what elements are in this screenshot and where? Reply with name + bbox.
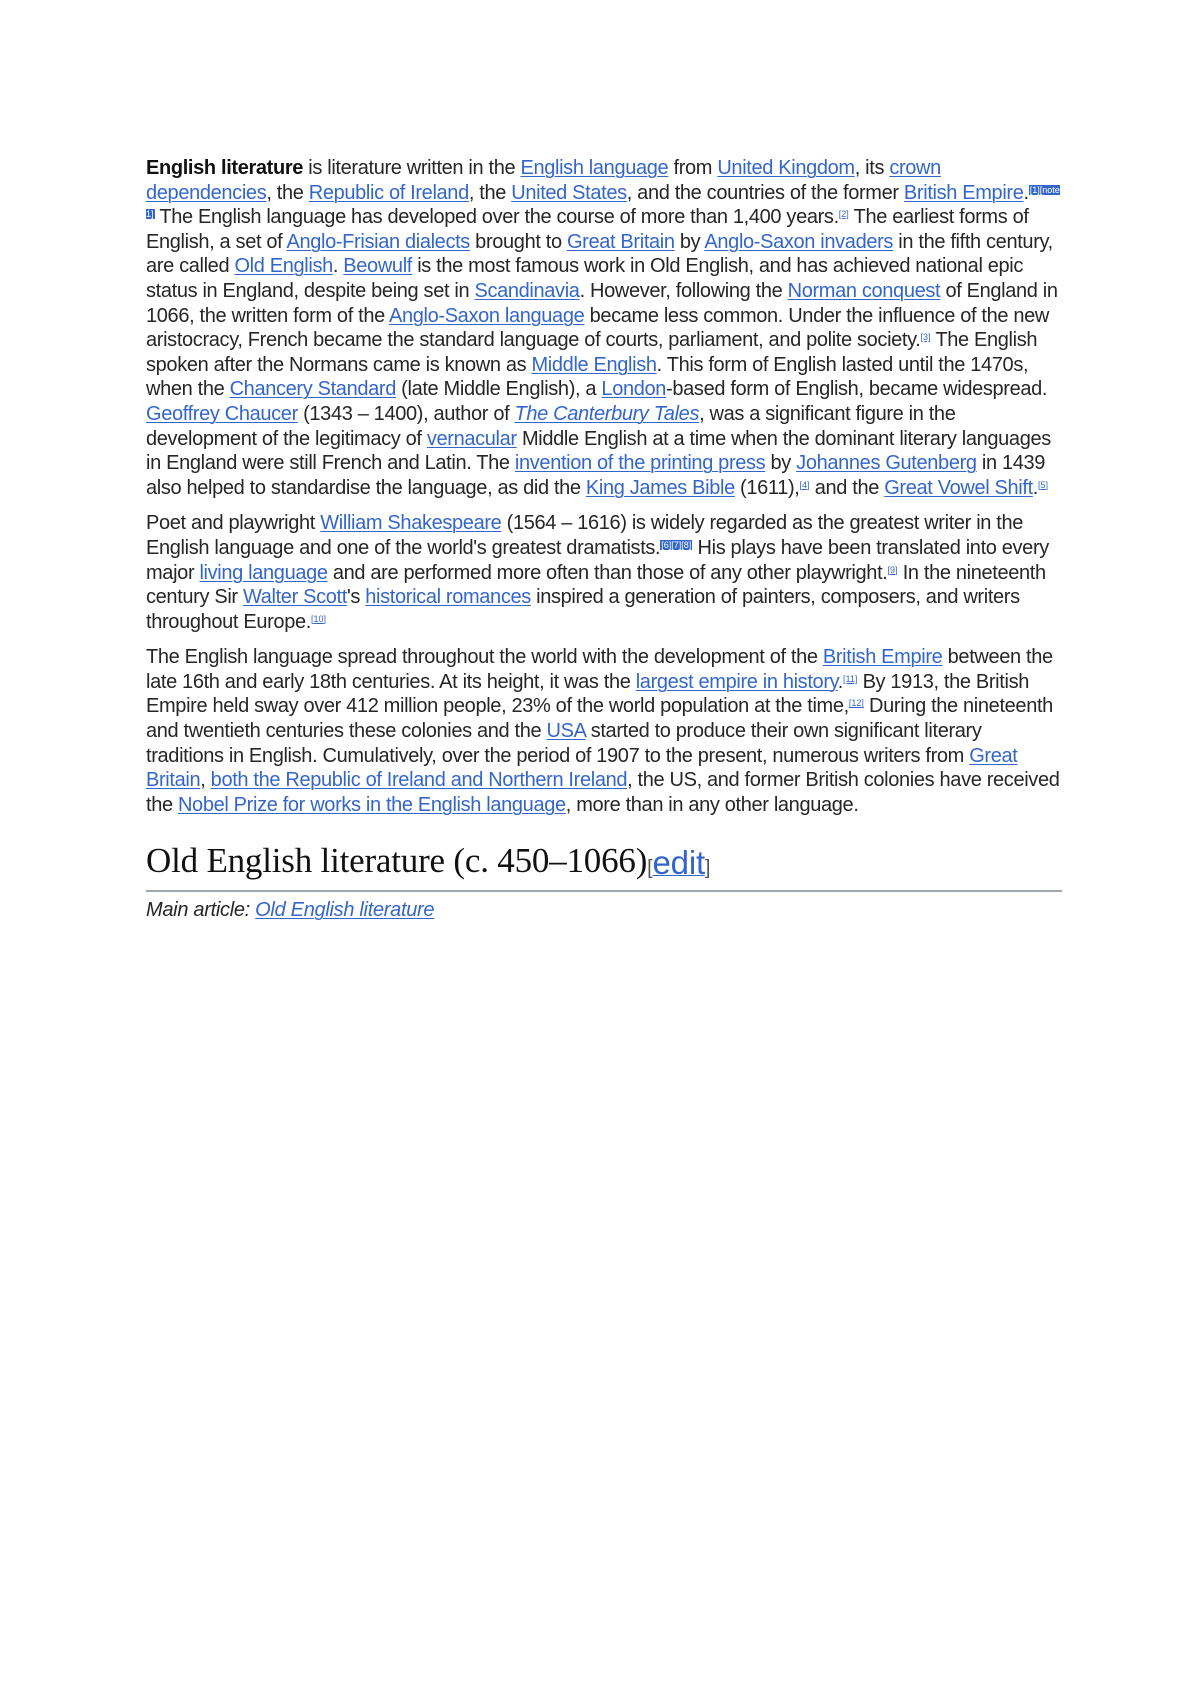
link-crown-dependencies[interactable]: crown dependencies <box>146 157 941 204</box>
text-run: The English spoken after the Normans came is known as <box>146 329 1038 376</box>
link-ireland-northern-ireland[interactable]: both the Republic of Ireland and Northern Ireland <box>210 769 628 792</box>
text-run: The English language spread throughout the world with the development of the <box>146 646 823 669</box>
edit-bracket-open: [ <box>647 857 653 880</box>
text-run: by <box>765 452 797 475</box>
link-walter-scott[interactable]: Walter Scott <box>242 586 347 609</box>
link-beowulf[interactable]: Beowulf <box>343 255 412 278</box>
link-living-language[interactable]: living language <box>199 561 328 584</box>
text-run: and the <box>809 476 885 499</box>
link-canterbury-tales[interactable]: The Canterbury Tales <box>514 402 700 425</box>
citation-link[interactable]: [3] <box>920 332 931 343</box>
citation-link[interactable]: [2] <box>838 209 849 220</box>
link-king-james-bible[interactable]: King James Bible <box>585 476 735 499</box>
text-run: In the nineteenth century Sir <box>146 561 1046 609</box>
text-run: , the US, and former British colonies have received the <box>146 769 1060 816</box>
link-nobel-prize-english[interactable]: Nobel Prize for works in the English language <box>177 793 566 816</box>
link-chancery-standard[interactable]: Chancery Standard <box>229 378 396 401</box>
link-johannes-gutenberg[interactable]: Johannes Gutenberg <box>796 452 977 475</box>
text-run: . <box>1023 181 1029 204</box>
text-run: started to produce their own significant literary traditions in English. Cumulatively, over the period of 1907 to the present, numerous writers from <box>146 720 982 767</box>
citation-ref <box>849 698 864 708</box>
text-run: between the late 16th and early 18th centuries. At its height, it was the <box>146 646 1053 693</box>
link-vernacular[interactable]: vernacular <box>426 427 517 450</box>
citation-link[interactable]: [9] <box>887 564 898 575</box>
text-run: from <box>668 157 718 179</box>
link-great-vowel-shift[interactable]: Great Vowel Shift <box>884 476 1033 499</box>
link-british-empire[interactable]: British Empire <box>903 181 1024 204</box>
text-run: , more than in any other language. <box>565 793 859 816</box>
text-run: Poet and playwright <box>146 512 321 535</box>
link-geoffrey-chaucer[interactable]: Geoffrey Chaucer <box>146 402 298 425</box>
text-run: , was a significant figure in the development of the legitimacy of <box>146 402 956 450</box>
text-run: The English language has developed over the course of more than 1,400 years. <box>154 206 839 229</box>
text-run: Middle English at a time when the dominant literary languages in England were still French and Latin. The <box>146 427 1051 475</box>
link-usa[interactable]: USA <box>546 720 586 743</box>
link-old-english[interactable]: Old English <box>234 255 333 278</box>
text-run: (1564 – 1616) is widely regarded as the greatest writer in the English language and one of the world's greatest dramatists. <box>146 512 1024 559</box>
text-run: . <box>332 255 344 278</box>
text-run: (1611), <box>734 476 800 499</box>
section-heading <box>146 841 1062 892</box>
link-william-shakespeare[interactable]: William Shakespeare <box>320 512 502 535</box>
text-run: of England in 1066, the written form of the <box>146 279 1058 327</box>
text-run: , its <box>854 157 890 179</box>
text-run: By 1913, the British Empire held sway over 412 million people, 23% of the world population at the time, <box>146 670 1029 718</box>
edit-bracket-close: ] <box>704 857 711 880</box>
text-run: in the fifth century, are called <box>146 230 1053 278</box>
citation-ref <box>660 540 692 550</box>
bold-term: English literature <box>146 157 304 179</box>
text-run: by <box>674 230 705 253</box>
link-republic-of-ireland[interactable]: Republic of Ireland <box>308 181 469 204</box>
text-run: 's <box>346 586 366 609</box>
citation-link[interactable]: [6][7][8] <box>661 539 692 550</box>
text-run: His plays have been translated into every major <box>146 536 1049 584</box>
link-great-britain-2[interactable]: Great Britain <box>146 744 1018 792</box>
text-run: The earliest forms of English, a set of <box>146 206 1029 253</box>
text-run: (1343 – 1400), author of <box>297 402 515 425</box>
link-old-english-literature[interactable]: Old English literature <box>255 899 435 922</box>
citation-ref <box>887 565 897 575</box>
link-united-kingdom[interactable]: United Kingdom <box>717 157 855 179</box>
hatnote-prefix: Main article: <box>146 899 256 922</box>
citation-ref <box>843 674 857 684</box>
citation-link[interactable]: [4] <box>799 479 810 490</box>
citation-ref <box>839 209 849 219</box>
link-united-states[interactable]: United States <box>511 181 627 204</box>
link-english-language[interactable]: English language <box>520 157 669 179</box>
paragraph-shakespeare <box>146 511 1062 634</box>
text-run: inspired a generation of painters, composers, and writers throughout Europe. <box>146 586 1020 633</box>
link-british-empire-2[interactable]: British Empire <box>822 646 943 669</box>
link-printing-press[interactable]: invention of the printing press <box>514 452 766 475</box>
paragraph-intro <box>146 156 1062 500</box>
text-run: . However, following the <box>579 279 788 302</box>
link-anglo-saxon-language[interactable]: Anglo-Saxon language <box>388 304 585 327</box>
citation-ref <box>1038 480 1048 490</box>
text-run: . This form of English lasted until the 1470s, when the <box>146 353 1029 401</box>
text-run: . <box>1032 476 1039 499</box>
text-run: , <box>200 769 211 792</box>
text-run: During the nineteenth and twentieth centuries these colonies and the <box>146 695 1053 743</box>
text-run: brought to <box>469 230 567 253</box>
text-run: and are performed more often than those of any other playwright. <box>327 561 888 584</box>
citation-link[interactable]: [11] <box>843 673 858 684</box>
citation-link[interactable]: [1][note 1] <box>146 184 1060 220</box>
text-run: -based form of English, became widespread. <box>666 378 1048 401</box>
citation-link[interactable]: [10] <box>310 613 326 624</box>
link-london[interactable]: London <box>601 378 667 401</box>
citation-ref <box>800 480 810 490</box>
link-great-britain[interactable]: Great Britain <box>566 230 675 253</box>
citation-link[interactable]: [5] <box>1038 479 1049 490</box>
citation-ref <box>311 614 326 624</box>
link-middle-english[interactable]: Middle English <box>531 353 657 376</box>
link-largest-empire[interactable]: largest empire in history <box>635 670 838 693</box>
hatnote <box>146 898 1062 922</box>
text-run: is the most famous work in Old English, and has achieved national epic status in England, despite being set in <box>146 255 1024 302</box>
section-title: Old English literature (c. 450–1066) <box>146 841 648 881</box>
citation-ref <box>921 332 931 342</box>
text-run: . <box>837 670 844 693</box>
citation-link[interactable]: [12] <box>848 698 864 709</box>
link-scandinavia[interactable]: Scandinavia <box>474 279 580 302</box>
paragraph-empire <box>146 645 1062 817</box>
text-run: , and the countries of the former <box>626 181 904 204</box>
text-run: is literature written in the <box>303 157 521 179</box>
text-run: in 1439 also helped to standardise the language, as did the <box>146 452 1046 499</box>
text-run: became less common. Under the influence of the new aristocracy, French became the standard language of courts, parliament, and polite society. <box>146 304 1050 352</box>
text-run: , the <box>468 181 512 204</box>
link-norman-conquest[interactable]: Norman conquest <box>787 279 941 302</box>
link-anglo-frisian-dialects[interactable]: Anglo-Frisian dialects <box>286 230 470 253</box>
edit-link[interactable]: edit <box>652 844 705 882</box>
text-run: , the <box>266 181 309 204</box>
link-anglo-saxon-invaders[interactable]: Anglo-Saxon invaders <box>704 230 894 253</box>
article-body <box>146 156 1062 922</box>
text-run: (late Middle English), a <box>395 378 602 401</box>
edit-section <box>647 844 711 882</box>
link-historical-romances[interactable]: historical romances <box>365 586 531 609</box>
